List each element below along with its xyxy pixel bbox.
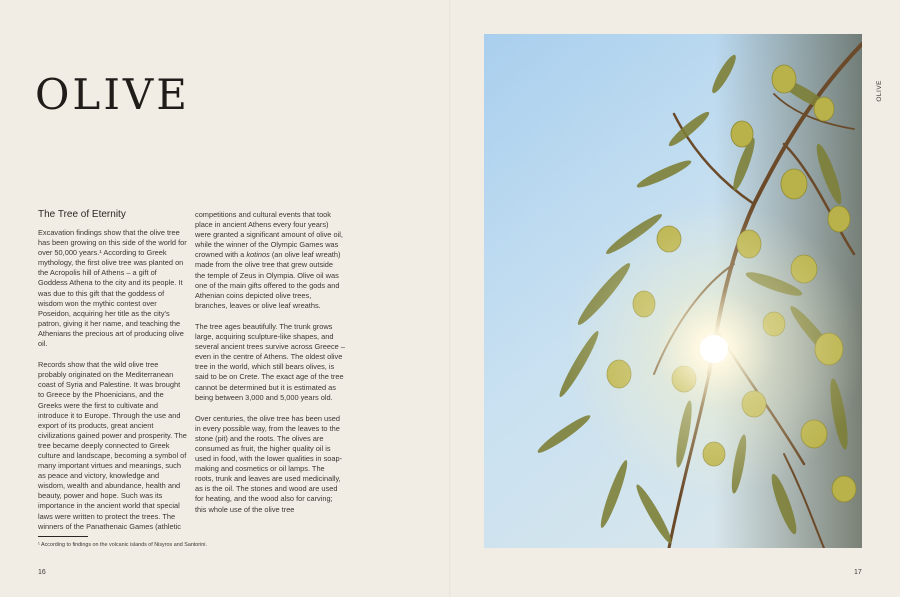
paragraph: Over centuries, the olive tree has been used in every possible way, from the leaves to the stone (pit) and the roots. The olives are consumed as fruit, the higher quality oil is used in food, with the lower qualities in soap-making and cosmetics or oil lamps. The roots, trunk and leaves are used medicinally, as is the oil. The stones and wood are used for heating, and the wood also for carving; this whole use of the olive tree bbox=[195, 413, 343, 514]
paragraph: Excavation findings show that the olive tree has been growing on this side of the world for over 50,000 years.¹ According to Greek mythology, the first olive tree was planted on the Acropolis hill of Athens – a gift of Goddess Athena to the city and its people. It was due to this gift that the goddess of wisdom won the mythic contest over Poseidon, acquiring her title as the city's patron, giving it her name, and teaching the Athenians the precious art of producing olive oil. bbox=[38, 228, 187, 349]
paragraph: Records show that the wild olive tree probably originated on the Mediterranean coast of Syria and Palestine. It was brought to Greece by the Phoenicians, and the Greeks were the first to cultivate and introduce it to Europe. Through the use and export of its products, great ancient civilizations gained power and prosperity. The tree became deeply connected to Greek culture and landscape, becoming a symbol of many important virtues and meanings, such as peace and victory, knowledge and wisdom, wealth and abundance, health and beauty, power and hope. Such was its importance in the ancient world that special laws were written to protect the trees. The winners of the Panathenaic Games (athletic bbox=[38, 360, 187, 531]
olive-branch-photo bbox=[484, 34, 862, 548]
page-number-right: 17 bbox=[854, 569, 862, 576]
text-column-right bbox=[195, 210, 345, 526]
running-head: OLIVE bbox=[876, 80, 883, 102]
page-title: OLIVE bbox=[35, 70, 190, 119]
footnote: ¹ According to findings on the volcanic islands of Nisyros and Santorini. bbox=[38, 542, 207, 548]
paragraph-text: competitions and cultural events that took place in ancient Athens every four years) were granted a significant amount of olive oil, while the winner of the Olympic Games was crowned with a bbox=[195, 210, 343, 260]
paragraph-text: (an olive leaf wreath) made from the olive tree that grew outside the temple of Zeus in Olympia. Olive oil was one of the main gifts offered to the gods and Athenian coins depicted olive trees, branches, leaves or olive leaf wreaths. bbox=[195, 250, 341, 310]
paragraph: The tree ages beautifully. The trunk grows large, acquiring sculpture-like shapes, and several ancient trees survive across Greece – even in the centre of Athens. The oldest olive tree in the world, which still bears olives, is said to be on Crete. The exact age of the tree cannot be determined but it is estimated as being between 3,000 and 5,000 years old. bbox=[195, 321, 345, 402]
section-heading: The Tree of Eternity bbox=[38, 209, 126, 220]
footnote-rule bbox=[38, 536, 88, 537]
paragraph bbox=[195, 210, 345, 311]
olive-branch-illustration bbox=[484, 34, 862, 548]
page-number-left: 16 bbox=[38, 569, 46, 576]
text-column-left bbox=[38, 209, 188, 543]
emphasis-text: kotinos bbox=[246, 250, 270, 260]
page-gutter bbox=[449, 0, 451, 597]
